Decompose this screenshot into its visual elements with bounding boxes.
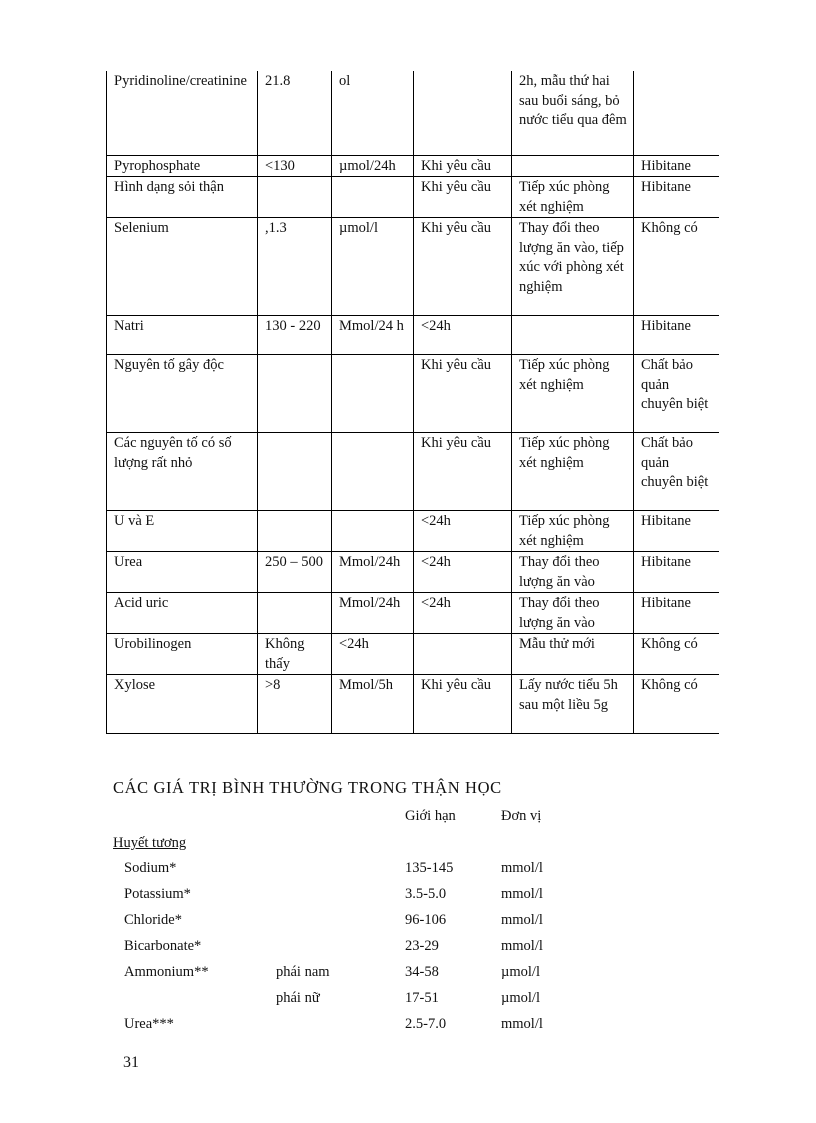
collection-notes-cell: Thay đổi theo lượng ăn vào, tiếp xúc với phòng xét nghiệm [512,218,634,316]
preservative-cell: Chất bảo quản chuyên biệt [634,355,720,433]
table-row [107,634,720,675]
timing-cell: Khi yêu cầu [414,675,512,734]
collection-notes-cell: Mẫu thử mới [512,634,634,675]
collection-notes-cell: Thay đổi theo lượng ăn vào [512,593,634,634]
preservative-cell: Không có [634,634,720,675]
value-cell: Không thấy [258,634,332,675]
unit-cell [332,433,414,511]
table-row [107,675,720,734]
analyte-unit: mmol/l [501,1016,543,1032]
section-title: CÁC GIÁ TRỊ BÌNH THƯỜNG TRONG THẬN HỌC [113,778,502,797]
test-name-cell: Pyrophosphate [107,155,258,177]
test-name-cell: Pyridinoline/creatinine [107,71,258,155]
plasma-subheading: Huyết tương [113,835,187,851]
preservative-cell: Hibitane [634,511,720,552]
unit-cell: Mmol/24 h [332,316,414,355]
preservative-cell: Không có [634,675,720,734]
preservative-cell: Hibitane [634,593,720,634]
page-number: 31 [123,1054,139,1071]
analyte-name: Bicarbonate* [124,938,202,954]
unit-cell: Mmol/5h [332,675,414,734]
value-cell: >8 [258,675,332,734]
collection-notes-cell: Tiếp xúc phòng xét nghiệm [512,511,634,552]
value-cell [258,355,332,433]
unit-cell: Mmol/24h [332,552,414,593]
analyte-limit: 17-51 [405,990,439,1006]
analyte-qualifier: phái nữ [276,990,320,1006]
preservative-cell: Chất bảo quản chuyên biệt [634,433,720,511]
test-name-cell: Urobilinogen [107,634,258,675]
timing-cell: <24h [414,593,512,634]
value-cell [258,177,332,218]
normal-value-row [0,912,816,934]
analyte-unit: µmol/l [501,990,540,1006]
value-cell: <130 [258,155,332,177]
table-row [107,155,720,177]
unit-cell [332,355,414,433]
table-row [107,355,720,433]
collection-notes-cell: Lấy nước tiểu 5h sau một liều 5g [512,675,634,734]
normal-value-row [0,990,816,1012]
value-cell [258,593,332,634]
unit-cell: µmol/l [332,218,414,316]
unit-cell: µmol/24h [332,155,414,177]
table-row [107,218,720,316]
collection-notes-cell: Tiếp xúc phòng xét nghiệm [512,433,634,511]
urine-tests-table [106,71,719,734]
collection-notes-cell: Tiếp xúc phòng xét nghiệm [512,355,634,433]
collection-notes-cell: Tiếp xúc phòng xét nghiệm [512,177,634,218]
preservative-cell [634,71,720,155]
table-row [107,316,720,355]
normal-value-row [0,1016,816,1038]
analyte-unit: mmol/l [501,860,543,876]
analyte-limit: 3.5-5.0 [405,886,447,902]
collection-notes-cell [512,316,634,355]
unit-cell: ol [332,71,414,155]
analyte-unit: mmol/l [501,938,543,954]
timing-cell: Khi yêu cầu [414,355,512,433]
preservative-cell: Hibitane [634,552,720,593]
unit-cell [332,177,414,218]
preservative-cell: Hibitane [634,155,720,177]
collection-notes-cell [512,155,634,177]
timing-cell: Khi yêu cầu [414,155,512,177]
preservative-cell: Không có [634,218,720,316]
test-name-cell: Các nguyên tố có số lượng rất nhỏ [107,433,258,511]
normal-value-row [0,938,816,960]
column-header-unit: Đơn vị [501,808,542,824]
table-row [107,71,720,155]
analyte-unit: µmol/l [501,964,540,980]
collection-notes-cell: Thay đổi theo lượng ăn vào [512,552,634,593]
analyte-unit: mmol/l [501,886,543,902]
value-cell: ,1.3 [258,218,332,316]
table-row [107,433,720,511]
timing-cell [414,71,512,155]
timing-cell: <24h [414,552,512,593]
analyte-name: Ammonium** [124,964,209,980]
table-row [107,511,720,552]
analyte-name: Potassium* [124,886,191,902]
test-name-cell: Natri [107,316,258,355]
column-header-limit: Giới hạn [405,808,456,824]
analyte-limit: 2.5-7.0 [405,1016,447,1032]
value-cell: 130 - 220 [258,316,332,355]
test-name-cell: Urea [107,552,258,593]
analyte-limit: 135-145 [405,860,454,876]
value-cell: 250 – 500 [258,552,332,593]
analyte-limit: 23-29 [405,938,439,954]
analyte-limit: 34-58 [405,964,439,980]
test-name-cell: Acid uric [107,593,258,634]
table-row [107,177,720,218]
analyte-limit: 96-106 [405,912,447,928]
timing-cell: <24h [414,316,512,355]
normal-value-row [0,886,816,908]
unit-cell [332,511,414,552]
analyte-name: Sodium* [124,860,177,876]
unit-cell: <24h [332,634,414,675]
timing-cell: Khi yêu cầu [414,177,512,218]
test-name-cell: Nguyên tố gây độc [107,355,258,433]
table-row [107,593,720,634]
table-row [107,552,720,593]
analyte-unit: mmol/l [501,912,543,928]
test-name-cell: Xylose [107,675,258,734]
value-cell: 21.8 [258,71,332,155]
collection-notes-cell: 2h, mẫu thứ hai sau buổi sáng, bỏ nước tiểu qua đêm [512,71,634,155]
normal-value-row [0,860,816,882]
value-cell [258,511,332,552]
test-name-cell: U và E [107,511,258,552]
timing-cell: Khi yêu cầu [414,218,512,316]
analyte-name: Urea*** [124,1016,174,1032]
timing-cell: <24h [414,511,512,552]
value-cell [258,433,332,511]
preservative-cell: Hibitane [634,316,720,355]
normal-value-row [0,964,816,986]
unit-cell: Mmol/24h [332,593,414,634]
test-name-cell: Selenium [107,218,258,316]
analyte-qualifier: phái nam [276,964,330,980]
timing-cell: Khi yêu cầu [414,433,512,511]
preservative-cell: Hibitane [634,177,720,218]
test-name-cell: Hình dạng sỏi thận [107,177,258,218]
analyte-name: Chloride* [124,912,182,928]
timing-cell [414,634,512,675]
